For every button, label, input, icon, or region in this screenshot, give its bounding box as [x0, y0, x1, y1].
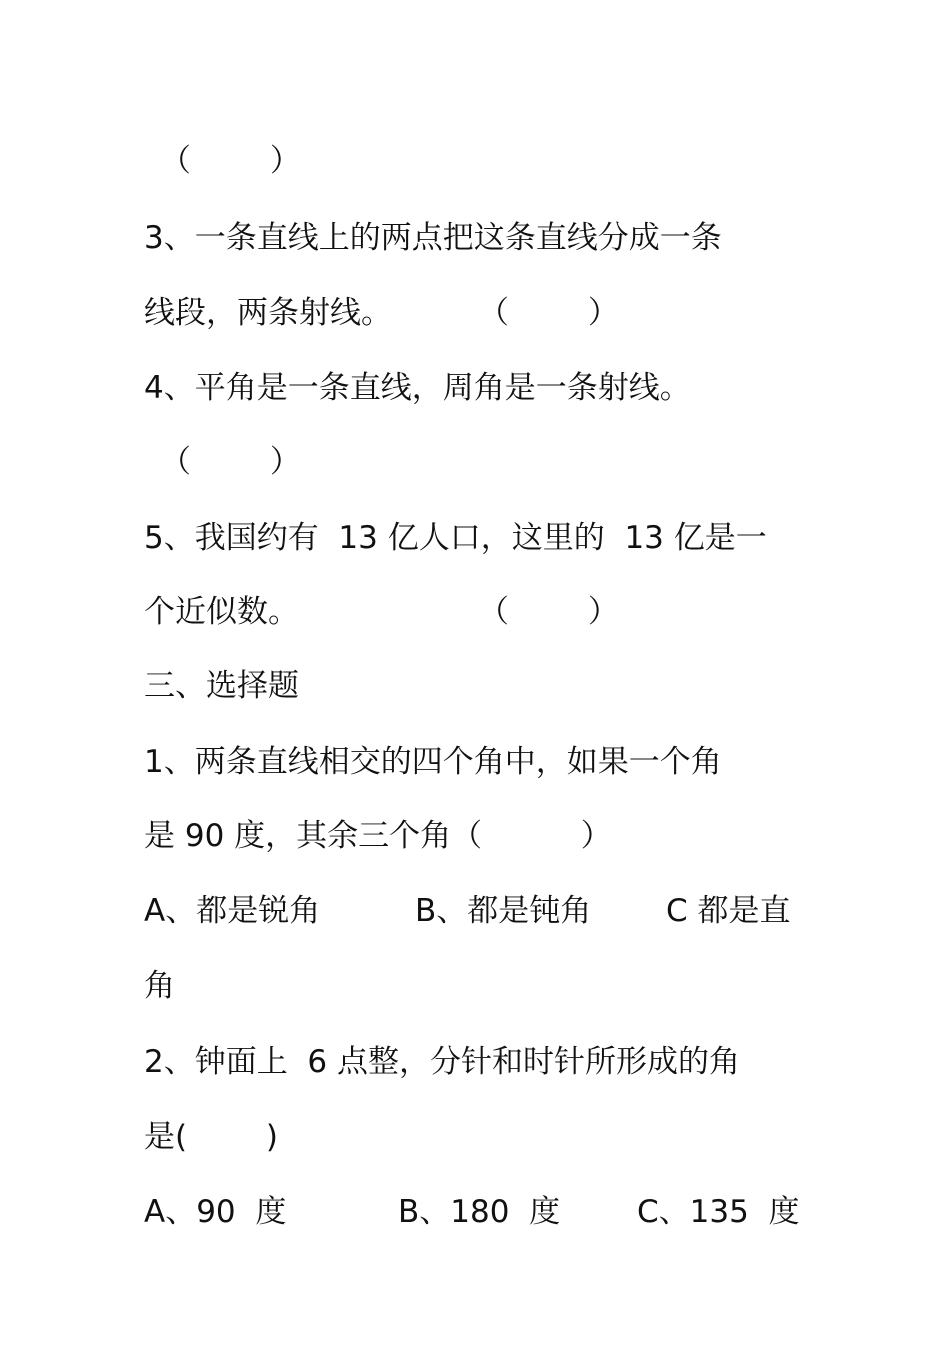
question-5-line-2: 个近似数。: [144, 594, 299, 630]
answer-blank-5: （ ）: [478, 594, 619, 630]
question-5-line-1: 5、我国约有 13 亿人口，这里的 13 亿是一: [144, 520, 767, 556]
question-3-line-2: 线段，两条射线。: [144, 295, 392, 331]
choice-2-option-c: C、135 度: [637, 1194, 800, 1230]
choice-1-option-b: B、都是钝角: [415, 893, 592, 929]
choice-1-option-c-cont: 角: [144, 968, 175, 1004]
choice-question-1-line-1: 1、两条直线相交的四个角中，如果一个角: [144, 744, 722, 780]
answer-blank-2: （ ）: [160, 143, 301, 179]
choice-question-2-line-2: 是( ): [144, 1119, 279, 1155]
answer-blank-4: （ ）: [160, 444, 301, 480]
choice-question-1-line-2: 是 90 度，其余三个角（ ）: [144, 818, 612, 854]
choice-2-option-a: A、90 度: [144, 1194, 287, 1230]
choice-2-option-b: B、180 度: [398, 1194, 561, 1230]
question-4-text: 4、平角是一条直线，周角是一条射线。: [144, 370, 691, 406]
choice-1-option-a: A、都是锐角: [144, 893, 321, 929]
section-heading-choice: 三、选择题: [144, 668, 299, 704]
answer-blank-3: （ ）: [478, 295, 619, 331]
choice-1-option-c: C 都是直: [666, 893, 791, 929]
question-3-line-1: 3、一条直线上的两点把这条直线分成一条: [144, 220, 722, 256]
choice-question-2-line-1: 2、钟面上 6 点整，分针和时针所形成的角: [144, 1044, 741, 1080]
